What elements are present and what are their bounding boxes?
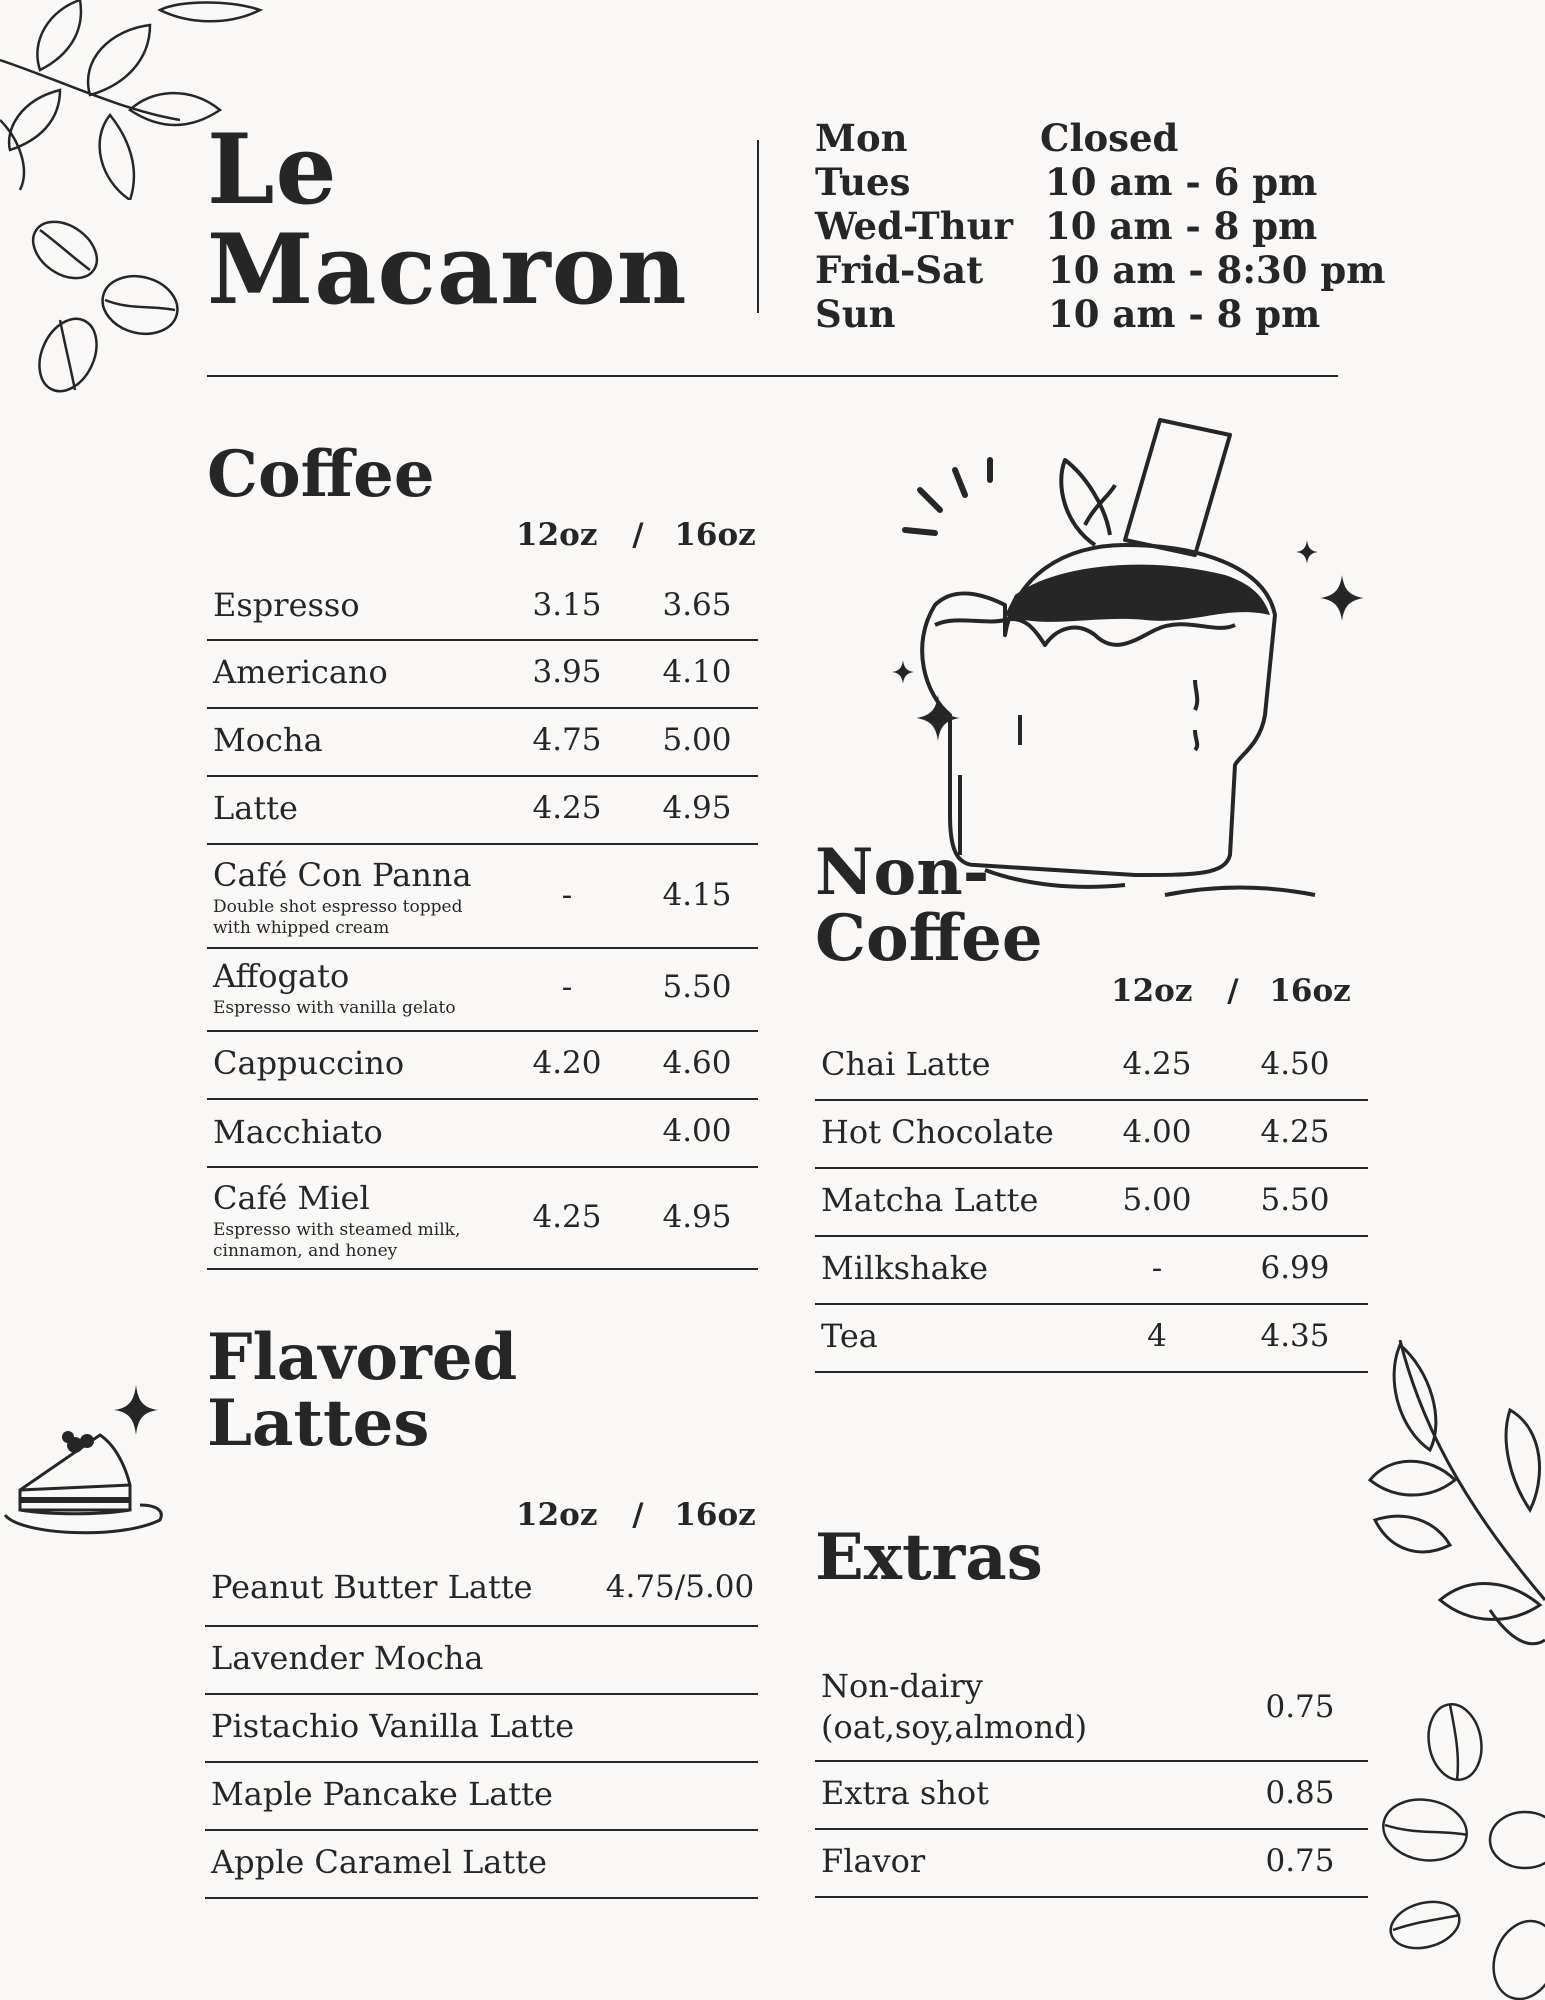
price-12oz: 4.25: [532, 790, 602, 826]
price-12oz: 4.25: [532, 1199, 602, 1235]
size-large-label: 16oz: [674, 517, 756, 553]
description-line: with whipped cream: [213, 918, 390, 938]
menu-row: [207, 1168, 758, 1270]
item-name: Chai Latte: [821, 1045, 991, 1083]
menu-row: [205, 1695, 758, 1763]
item-name: Espresso: [213, 586, 360, 624]
price-16oz: 4.10: [662, 654, 732, 690]
hours-day: Mon: [815, 116, 908, 160]
price-12oz: -: [1151, 1250, 1163, 1286]
item-name: Latte: [213, 789, 298, 827]
extras-table: [815, 1657, 1368, 1898]
coffee-table: [207, 578, 758, 1270]
hours-time: 10 am - 8 pm: [1048, 292, 1321, 336]
menu-row: [205, 1763, 758, 1831]
menu-row: [815, 1169, 1368, 1237]
menu-row: [207, 641, 758, 709]
menu-row: [207, 578, 758, 641]
item-price: 0.85: [1265, 1775, 1335, 1811]
size-large-label: 16oz: [674, 1497, 756, 1533]
item-name: Matcha Latte: [821, 1181, 1039, 1219]
title-line: Coffee: [815, 901, 1043, 976]
coffee-bean-icon: [1375, 1700, 1545, 2000]
menu-row: [815, 1762, 1368, 1830]
size-large-label: 16oz: [1269, 973, 1351, 1009]
hours-time: 10 am - 8:30 pm: [1048, 248, 1386, 292]
size-separator: /: [632, 517, 644, 553]
menu-row: [815, 1033, 1368, 1101]
price-16oz: 3.65: [662, 587, 732, 623]
item-name: Peanut Butter Latte: [211, 1568, 533, 1606]
item-name: Macchiato: [213, 1113, 383, 1151]
price-16oz: 5.50: [1260, 1182, 1330, 1218]
item-name-line: Non-dairy: [821, 1667, 983, 1705]
item-name: Café Con Panna: [213, 856, 472, 894]
menu-row: [207, 1032, 758, 1100]
item-description: [213, 1220, 460, 1262]
section-title-extras: Extras: [815, 1520, 1043, 1595]
item-description: [213, 897, 462, 939]
item-name: Maple Pancake Latte: [211, 1775, 553, 1813]
size-small-label: 12oz: [516, 517, 598, 553]
hours-day: Frid-Sat: [815, 248, 984, 292]
description-line: Espresso with vanilla gelato: [213, 998, 456, 1018]
menu-row: [205, 1627, 758, 1695]
menu-row: [815, 1830, 1368, 1898]
header-divider: [207, 375, 1338, 377]
price-16oz: 4.25: [1260, 1114, 1330, 1150]
title-line: Flavored: [207, 1320, 518, 1395]
price-16oz: 4.50: [1260, 1046, 1330, 1082]
price-12oz: -: [561, 969, 573, 1005]
cake-slice-icon: [0, 1385, 175, 1550]
title-divider: [757, 140, 759, 313]
item-name: Lavender Mocha: [211, 1639, 484, 1677]
hours-time: 10 am - 8 pm: [1045, 204, 1318, 248]
item-name: Cappuccino: [213, 1044, 405, 1082]
hours-day: Tues: [815, 160, 911, 204]
hours-day: Sun: [815, 292, 896, 336]
sparkle-icon: [1290, 535, 1370, 635]
description-line: Double shot espresso topped: [213, 897, 463, 917]
menu-row: [815, 1305, 1368, 1373]
price-16oz: 4.95: [662, 1199, 732, 1235]
item-name: Milkshake: [821, 1249, 989, 1287]
item-price: 4.75/5.00: [605, 1569, 755, 1605]
price-12oz: 3.15: [532, 587, 602, 623]
menu-row: [815, 1101, 1368, 1169]
menu-row: [207, 777, 758, 845]
hours-time: Closed: [1040, 116, 1179, 160]
size-small-label: 12oz: [516, 1497, 598, 1533]
restaurant-title: [207, 113, 688, 326]
price-16oz: 4.15: [662, 877, 732, 913]
price-12oz: 4.75: [532, 722, 602, 758]
title-line: Non-: [815, 835, 990, 910]
price-16oz: 5.00: [662, 722, 732, 758]
sparkle-icon: [888, 655, 968, 755]
menu-row: [205, 1831, 758, 1899]
menu-row: [815, 1237, 1368, 1305]
price-16oz: 4.00: [662, 1113, 732, 1149]
flavored-lattes-table: [205, 1559, 758, 1899]
title-line: Macaron: [207, 213, 688, 326]
size-separator: /: [1227, 973, 1239, 1009]
item-name: Mocha: [213, 721, 323, 759]
price-12oz: 4.20: [532, 1045, 602, 1081]
non-coffee-table: [815, 1033, 1368, 1373]
description-line: Espresso with steamed milk,: [213, 1220, 461, 1240]
price-16oz: 5.50: [662, 969, 732, 1005]
hours-day: Wed-Thur: [815, 204, 1014, 248]
section-title-coffee: Coffee: [207, 437, 435, 512]
price-12oz: 4: [1147, 1318, 1167, 1354]
hours-time: 10 am - 6 pm: [1045, 160, 1318, 204]
menu-row: [207, 709, 758, 777]
size-header: [516, 517, 756, 553]
item-name: Americano: [213, 653, 388, 691]
item-name: Tea: [821, 1317, 878, 1355]
item-name: Affogato: [213, 957, 350, 995]
item-name: Apple Caramel Latte: [211, 1843, 548, 1881]
item-name-line: (oat,soy,almond): [821, 1708, 1088, 1746]
item-name: Extra shot: [821, 1774, 989, 1812]
item-price: 0.75: [1265, 1843, 1335, 1879]
size-small-label: 12oz: [1111, 973, 1193, 1009]
menu-row: [207, 845, 758, 949]
item-price: 0.75: [1265, 1689, 1335, 1725]
section-title-flavored-lattes: [207, 1320, 518, 1461]
price-12oz: 4.25: [1122, 1046, 1192, 1082]
title-line: Lattes: [207, 1386, 430, 1461]
price-12oz: 3.95: [532, 654, 602, 690]
item-description: [213, 998, 456, 1019]
price-16oz: 6.99: [1260, 1250, 1330, 1286]
price-16oz: 4.95: [662, 790, 732, 826]
size-separator: /: [632, 1497, 644, 1533]
price-12oz: 5.00: [1122, 1182, 1192, 1218]
menu-row: [815, 1657, 1368, 1762]
menu-row: [207, 949, 758, 1032]
section-title-non-coffee: [815, 835, 1043, 976]
price-16oz: 4.60: [662, 1045, 732, 1081]
leaf-branch-icon: [1360, 1340, 1545, 1680]
description-line: cinnamon, and honey: [213, 1241, 398, 1261]
item-name: Pistachio Vanilla Latte: [211, 1707, 575, 1745]
price-12oz: -: [561, 877, 573, 913]
size-header: [1111, 973, 1351, 1009]
item-name: Hot Chocolate: [821, 1113, 1054, 1151]
menu-row: [207, 1100, 758, 1168]
menu-row: [205, 1559, 758, 1627]
item-name: [821, 1666, 1087, 1748]
price-16oz: 4.35: [1260, 1318, 1330, 1354]
title-line: Le: [207, 113, 338, 226]
item-name: Café Miel: [213, 1179, 370, 1217]
coffee-bean-icon: [20, 215, 190, 395]
size-header: [516, 1497, 756, 1533]
price-12oz: 4.00: [1122, 1114, 1192, 1150]
item-name: Flavor: [821, 1842, 926, 1880]
